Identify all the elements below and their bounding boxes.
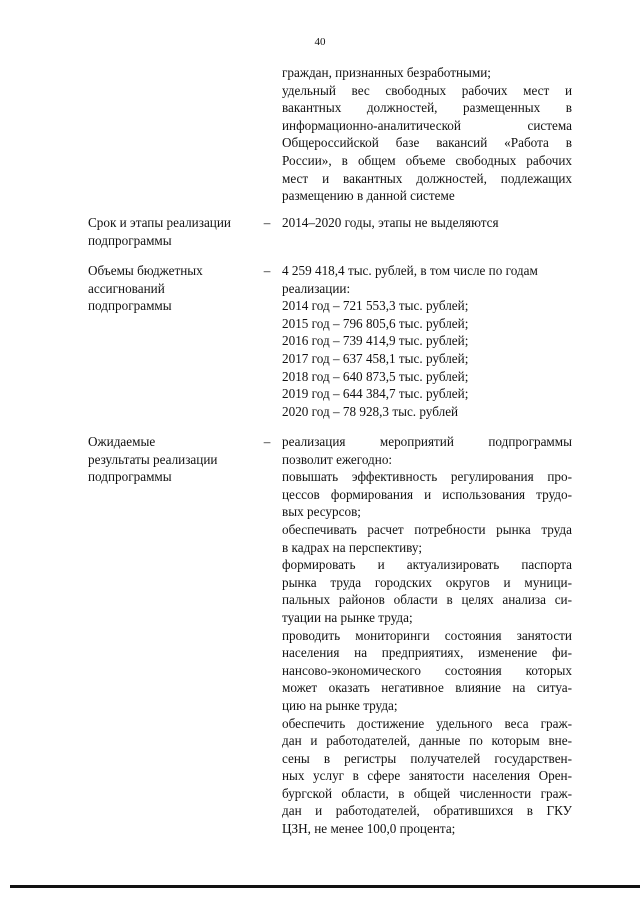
label-line: подпрограммы <box>88 469 172 485</box>
text-line: граждан, признанных безработными; <box>282 65 491 80</box>
value-line: дан и работодателей, данные по которым вне- <box>282 733 572 749</box>
value-line: бургской области, в общей численности граж- <box>282 785 572 801</box>
value-line: 2014–2020 годы, этапы не выделяются <box>282 215 499 230</box>
value-line: вых ресурсов; <box>282 504 361 520</box>
value-line: дан и работодателей, обратившихся в ГКУ <box>282 803 572 819</box>
label-line: подпрограммы <box>88 232 172 248</box>
dash: – <box>263 434 271 449</box>
value-line: нансово-экономического состояния которых <box>282 662 572 678</box>
value-line: населения на предприятиях, изменение фи- <box>282 645 572 661</box>
dash: – <box>263 215 271 230</box>
value-line: цию на рынке труда; <box>282 697 398 713</box>
text-line: информационно-аналитической система <box>282 117 572 133</box>
value-line: формировать и актуализировать паспорта <box>282 557 572 573</box>
label-line: Срок и этапы реализации <box>88 215 231 230</box>
value-line: туации на рынке труда; <box>282 609 413 625</box>
value-line: 2018 год – 640 873,5 тыс. рублей; <box>282 368 469 384</box>
text-line: размещению в данной системе <box>282 188 455 204</box>
scan-edge-line <box>10 885 640 888</box>
value-line: ных услуг в сфере занятости населения Орен- <box>282 768 572 784</box>
value-line: 2015 год – 796 805,6 тыс. рублей; <box>282 315 469 331</box>
text-line: Общероссийской базе вакансий «Работа в <box>282 135 572 151</box>
text-line: вакантных должностей, размещенных в <box>282 100 572 116</box>
label-line: результаты реализации <box>88 451 218 467</box>
value-line: пальных районов области в целях анализа си- <box>282 592 572 608</box>
value-line: 2014 год – 721 553,3 тыс. рублей; <box>282 298 469 314</box>
text-line: мест и вакантных должностей, подлежащих <box>282 170 572 186</box>
row-label <box>88 262 258 315</box>
row-value <box>282 262 572 420</box>
value-line: ЦЗН, не менее 100,0 процента; <box>282 821 456 837</box>
value-line: 2016 год – 739 414,9 тыс. рублей; <box>282 333 469 349</box>
row-label <box>88 433 258 486</box>
value-line: позволит ежегодно: <box>282 451 393 467</box>
row-label <box>88 214 258 249</box>
value-line: рынка труда городских округов и муници- <box>282 574 572 590</box>
value-line: реализации: <box>282 280 351 296</box>
label-line: Объемы бюджетных <box>88 263 203 278</box>
value-line: проводить мониторинги состояния занятости <box>282 627 572 643</box>
value-line: цессов формирования и использования трудо- <box>282 486 572 502</box>
value-line: может оказать негативное влияние на ситуа- <box>282 680 572 696</box>
value-line: сены в регистры получателей государствен- <box>282 750 572 766</box>
value-line: в кадрах на перспективу; <box>282 539 423 555</box>
row-value <box>282 214 572 232</box>
value-line: обеспечивать расчет потребности рынка труда <box>282 521 572 537</box>
label-line: ассигнований <box>88 280 165 296</box>
continuation-text <box>282 64 572 205</box>
text-line: удельный вес свободных рабочих мест и <box>282 82 572 98</box>
text-line: России», в общем объеме свободных рабочих <box>282 152 572 168</box>
label-line: Ожидаемые <box>88 434 156 449</box>
value-line: 4 259 418,4 тыс. рублей, в том числе по годам <box>282 263 538 278</box>
value-line: 2017 год – 637 458,1 тыс. рублей; <box>282 350 469 366</box>
value-line: повышать эффективность регулирования про- <box>282 469 572 485</box>
value-line: 2019 год – 644 384,7 тыс. рублей; <box>282 386 469 402</box>
dash: – <box>263 263 271 278</box>
label-line: подпрограммы <box>88 298 172 314</box>
page-number: 40 <box>314 36 326 48</box>
row-value <box>282 433 572 838</box>
value-line: обеспечить достижение удельного веса граж- <box>282 715 572 731</box>
value-line: реализация мероприятий подпрограммы <box>282 434 572 449</box>
value-line: 2020 год – 78 928,3 тыс. рублей <box>282 403 459 419</box>
